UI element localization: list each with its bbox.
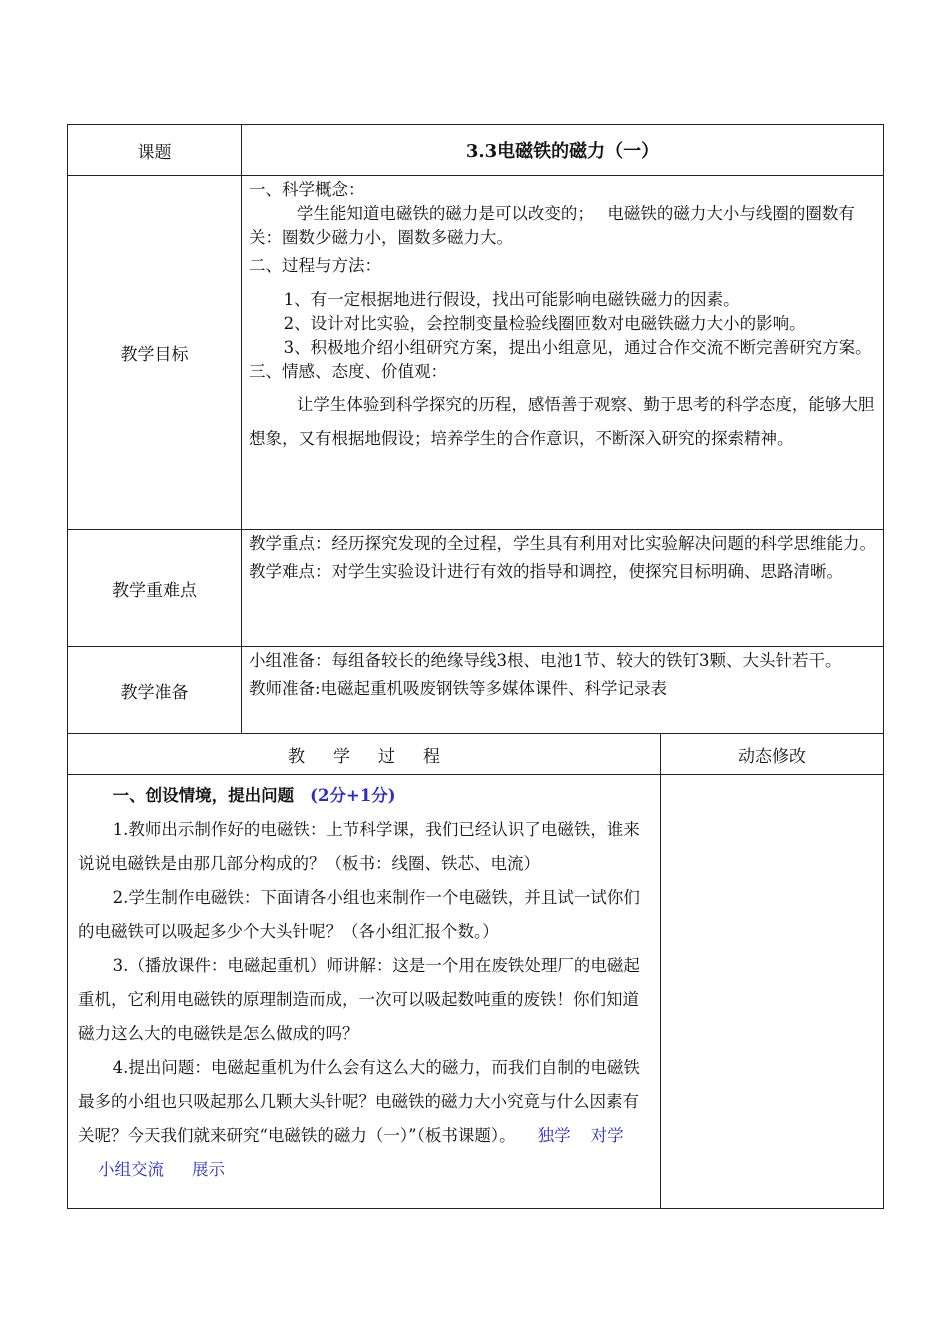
process-heading-char: 程 <box>423 746 440 767</box>
row-process <box>68 775 884 1209</box>
process-heading-char: 教 <box>288 746 305 767</box>
row-objectives <box>68 176 884 530</box>
objectives-sec1-title: 一、科学概念： <box>249 180 365 199</box>
method-tag: 小组交流 <box>98 1160 164 1179</box>
objectives-sec1-text: 学生能知道电磁铁的磁力是可以改变的； 电磁铁的磁力大小与线圈的圈数有关：圈数少磁力小，圈数多磁力大。 <box>249 204 855 247</box>
objectives-sec2-item3: 3、积极地介绍小组研究方案，提出小组意见，通过合作交流不断完善研究方案。 <box>283 338 872 357</box>
keypoints-difficulty: 教学难点：对学生实验设计进行有效的指导和调控，使探究目标明确、思路清晰。 <box>249 562 843 581</box>
method-tag: 独学 <box>537 1126 571 1145</box>
section-title: 一、创设情境，提出问题 <box>112 786 295 805</box>
objectives-sec2-item1: 1、有一定根据地进行假设，找出可能影响电磁铁磁力的因素。 <box>283 290 740 309</box>
topic-label: 课题 <box>68 125 242 176</box>
row-process-header <box>68 734 884 775</box>
objectives-label: 教学目标 <box>68 176 242 530</box>
process-heading-char: 学 <box>333 746 350 767</box>
keypoints-content <box>242 530 884 647</box>
preparation-content <box>242 647 884 734</box>
preparation-label: 教学准备 <box>68 647 242 734</box>
process-step-1: 1.教师出示制作好的电磁铁：上节科学课，我们已经认识了电磁铁，谁来说说电磁铁是由那几部分构成的？（板书：线圈、铁芯、电流） <box>78 820 640 873</box>
process-step-3: 3.（播放课件：电磁起重机）师讲解：这是一个用在废铁处理厂的电磁起重机，它利用电磁铁的原理制造而成，一次可以吸起数吨重的废铁！你们知道磁力这么大的电磁铁是怎么做成的吗？ <box>78 956 640 1043</box>
row-keypoints <box>68 530 884 647</box>
process-heading-char: 过 <box>378 746 395 767</box>
method-tag: 对学 <box>590 1126 624 1145</box>
section-time: (2分+1分) <box>310 786 396 805</box>
lesson-title: 3.3电磁铁的磁力（一） <box>242 125 884 176</box>
objectives-sec2-title: 二、过程与方法： <box>249 256 381 275</box>
revision-notes-cell <box>661 775 884 1209</box>
objectives-sec3-title: 三、情感、态度、价值观： <box>249 362 447 381</box>
preparation-group: 小组准备：每组备较长的绝缘导线3根、电池1节、较大的铁钉3颗、大头针若干。 <box>249 651 842 670</box>
objectives-sec3-text: 让学生体验到科学探究的历程，感悟善于观察、勤于思考的科学态度，能够大胆想象，又有根据地假设；培养学生的合作意识，不断深入研究的探索精神。 <box>249 395 875 448</box>
keypoints-label: 教学重难点 <box>68 530 242 647</box>
row-preparation <box>68 647 884 734</box>
process-step-4-text: 4.提出问题：电磁起重机为什么会有这么大的磁力，而我们自制的电磁铁最多的小组也只吸起那么几颗大头针呢？电磁铁的磁力大小究竟与什么因素有关呢？今天我们就来研究“电磁铁的磁力（一）”（板书课题）。 <box>78 1058 640 1145</box>
process-step-2: 2.学生制作电磁铁：下面请各小组也来制作一个电磁铁，并且试一试你们的电磁铁可以吸起多少个大头针呢？（各小组汇报个数。） <box>78 888 640 941</box>
lesson-plan-table <box>67 124 884 1209</box>
process-step-4 <box>78 1051 652 1187</box>
process-content <box>68 775 661 1209</box>
row-topic <box>68 125 884 176</box>
preparation-teacher: 教师准备:电磁起重机吸废钢铁等多媒体课件、科学记录表 <box>249 679 668 698</box>
objectives-content <box>242 176 884 530</box>
method-tag: 展示 <box>192 1160 225 1179</box>
process-heading <box>68 734 661 775</box>
revision-heading: 动态修改 <box>661 734 884 775</box>
objectives-sec2-item2: 2、设计对比实验，会控制变量检验线圈匝数对电磁铁磁力大小的影响。 <box>283 314 806 333</box>
keypoints-focus: 教学重点：经历探究发现的全过程，学生具有利用对比实验解决问题的科学思维能力。 <box>249 534 876 553</box>
